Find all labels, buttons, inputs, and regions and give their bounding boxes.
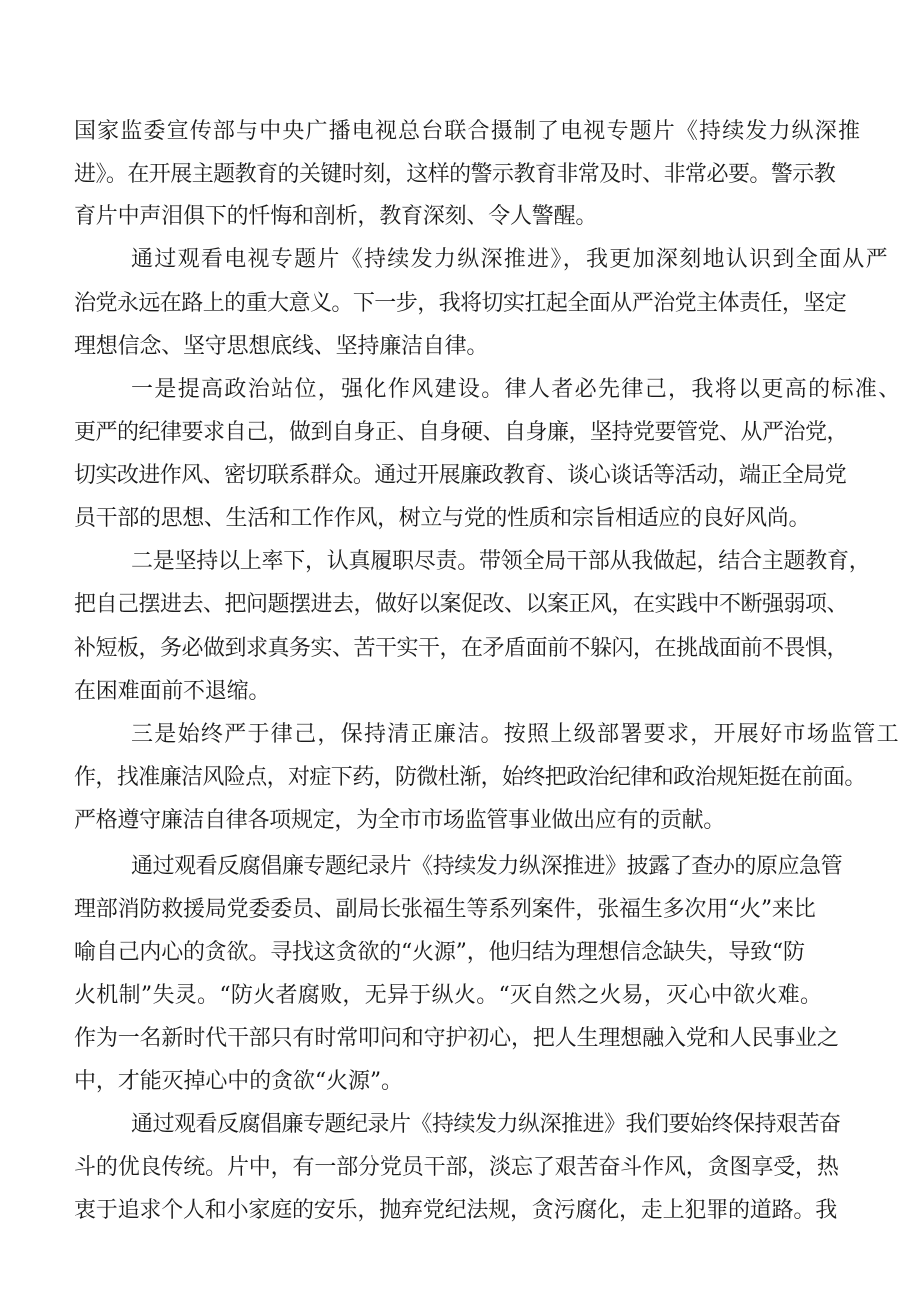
paragraph-2-line-2: 治党永远在路上的重大意义。下一步，我将切实扛起全面从严治党主体责任，坚定 — [74, 291, 847, 316]
paragraph-4-line-1: 二是坚持以上率下，认真履职尽责。带领全局干部从我做起，结合主题教育， — [131, 549, 871, 574]
paragraph-4-line-2: 把自己摆进去、把问题摆进去，做好以案促改、以案正风，在实践中不断强弱项、 — [74, 592, 849, 617]
paragraph-1-line-2: 进》。在开展主题教育的关键时刻，这样的警示教育非常及时、非常必要。警示教 — [74, 162, 836, 187]
paragraph-6-line-3: 喻自己内心的贪欲。寻找这贪欲的“火源”，他归结为理想信念缺失，导致“防 — [74, 940, 805, 965]
paragraph-2-line-3: 理想信念、坚守思想底线、坚持廉洁自律。 — [74, 334, 489, 359]
paragraph-5-line-3: 严格遵守廉洁自律各项规定，为全市市场监管事业做出应有的贡献。 — [74, 808, 726, 833]
paragraph-3-line-1: 一是提高政治站位，强化作风建设。律人者必先律己，我将以更高的标准、 — [131, 377, 902, 402]
paragraph-7-line-3: 衷于追求个人和小家庭的安乐，抛弃党纪法规，贪污腐化，走上犯罪的道路。我 — [74, 1198, 838, 1223]
paragraph-1-line-1: 国家监委宣传部与中央广播电视总台联合摄制了电视专题片《持续发力纵深推 — [74, 119, 862, 144]
paragraph-6-line-4: 火机制”失灵。“防火者腐败，无异于纵火。“灭自然之火易，灭心中欲火难。 — [74, 983, 823, 1008]
paragraph-6-line-1: 通过观看反腐倡廉专题纪录片《持续发力纵深推进》披露了查办的原应急管 — [131, 854, 843, 879]
paragraph-3-line-4: 员干部的思想、生活和工作作风，树立与党的性质和宗旨相适应的良好风尚。 — [74, 506, 811, 531]
paragraph-2-line-1: 通过观看电视专题片《持续发力纵深推进》，我更加深刻地认识到全面从严 — [131, 247, 889, 272]
paragraph-7-line-1: 通过观看反腐倡廉专题纪录片《持续发力纵深推进》我们要始终保持艰苦奋 — [131, 1112, 841, 1137]
paragraph-4-line-4: 在困难面前不退缩。 — [74, 679, 271, 704]
paragraph-6-line-2: 理部消防救援局党委委员、副局长张福生等系列案件，张福生多次用“火”来比 — [74, 897, 816, 922]
paragraph-1-line-3: 育片中声泪俱下的忏悔和剖析，教育深刻、令人警醒。 — [74, 204, 598, 229]
paragraph-6-line-5: 作为一名新时代干部只有时常叩问和守护初心，把人生理想融入党和人民事业之 — [74, 1026, 839, 1051]
paragraph-7-line-2: 斗的优良传统。片中，有一部分党员干部，淡忘了艰苦奋斗作风，贪图享受，热 — [74, 1155, 839, 1180]
paragraph-4-line-3: 补短板，务必做到求真务实、苦干实干，在矛盾面前不躲闪，在挑战面前不畏惧， — [74, 636, 849, 661]
paragraph-5-line-1: 三是始终严于律己，保持清正廉洁。按照上级部署要求，开展好市场监管工 — [131, 722, 900, 747]
paragraph-3-line-2: 更严的纪律要求自己，做到自身正、自身硬、自身廉，坚持党要管党、从严治党， — [74, 420, 849, 445]
paragraph-3-line-3: 切实改进作风、密切联系群众。通过开展廉政教育、谈心谈话等活动，端正全局党 — [74, 463, 847, 488]
paragraph-6-line-6: 中，才能灭掉心中的贪欲“火源”。 — [74, 1069, 403, 1094]
paragraph-5-line-2: 作，找准廉洁风险点，对症下药，防微杜渐，始终把政治纪律和政治规矩挺在前面。 — [74, 765, 866, 790]
